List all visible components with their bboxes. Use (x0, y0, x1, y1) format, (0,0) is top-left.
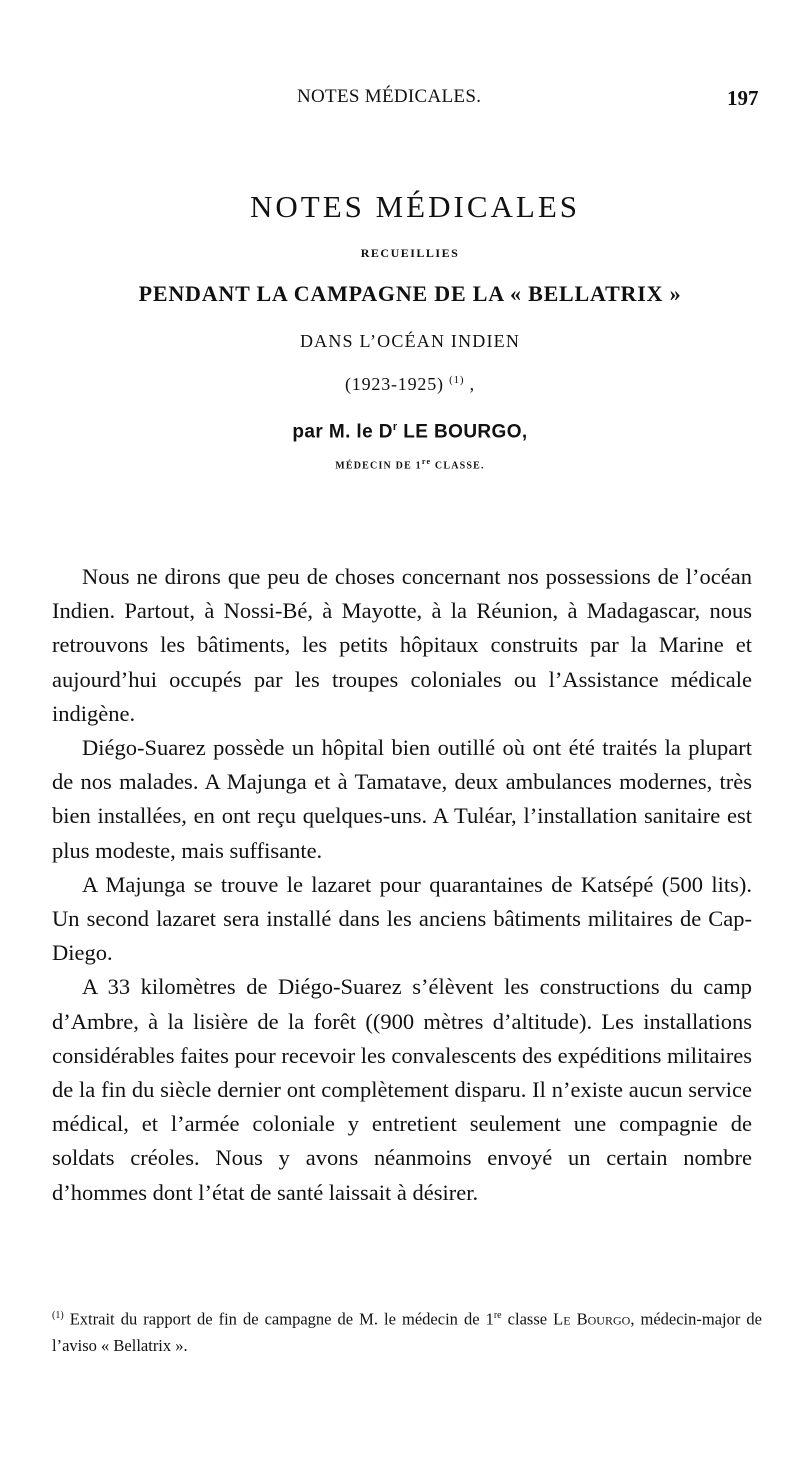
footnote-text-before: Extrait du rapport de fin de campagne de M. le médecin de 1 (63, 1309, 494, 1329)
rank-suffix: CLASSE. (431, 460, 485, 472)
author-title-sup: r (392, 421, 398, 433)
dates-text: (1923-1925) (345, 374, 444, 394)
article-title: NOTES MÉDICALES (249, 189, 581, 224)
paragraph-4: A 33 kilomètres de Diégo-Suarez s’élèvent les constructions du camp d’Ambre, à la lisière de la forêt ((900 mètres d’altitude). Les installations considérables faites pour recevoir les convalescents des expéditions militaires de la fin du siècle dernier ont complètement disparu. Il n’existe aucun service médical, et l’armée coloniale y entretient seulement une compagnie de soldats créoles. Nous y avons néanmoins envoyé un certain nombre d’hommes dont l’état de santé laissait à désirer. (52, 974, 752, 1205)
footnote-author-name: Le Bourgo (553, 1309, 631, 1329)
subtitle-campaign: PENDANT LA CAMPAGNE DE LA « BELLATRIX » (138, 281, 682, 306)
footnote (52, 1303, 762, 1359)
footnote-sup: re (493, 1310, 502, 1321)
paragraph-2: Diégo-Suarez possède un hôpital bien outillé où ont été traités la plupart de nos malades. A Majunga et à Tamatave, deux ambulances modernes, très bien installées, en ont reçu quelques-uns. A Tuléar, l’installation sanitaire est plus modeste, mais suffisante. (52, 735, 752, 863)
subtitle-dates (20, 374, 800, 395)
rank-prefix: MÉDECIN DE 1 (335, 460, 422, 472)
running-title: NOTES MÉDICALES. (297, 86, 482, 107)
author-name: LE BOURGO, (397, 421, 528, 443)
rank-sup: re (421, 457, 432, 467)
paragraph-1: Nous ne dirons que peu de choses concernant nos possessions de l’océan Indien. Partout, à Nossi-Bé, à Mayotte, à la Réunion, à Madagascar, nous retrouvons les bâtiments, les petits hôpitaux construits par la Marine et aujourd’hui occupés par les troupes coloniales ou l’Assistance médicale indigène. (52, 564, 752, 726)
subtitle-recueillies: RECUEILLIES (360, 246, 460, 260)
paragraph-3: A Majunga se trouve le lazaret pour quarantaines de Katsépé (500 lits). Un second lazaret sera installé dans les anciens bâtiments militaires de Cap-Diego. (52, 871, 752, 966)
dates-suffix: , (469, 374, 475, 394)
author-line (20, 421, 800, 443)
title-block (0, 188, 800, 472)
subtitle-ocean: DANS L’OCÉAN INDIEN (299, 331, 521, 351)
body-text (52, 560, 752, 1210)
author-prefix: par M. le D (292, 421, 393, 443)
page-number: 197 (727, 86, 759, 110)
footnote-mark: (1) (52, 1310, 64, 1321)
author-rank (20, 457, 800, 471)
footnote-text-after: , médecin-major de l’aviso « Bellatrix ». (52, 1309, 763, 1355)
footnote-text-middle: classe (501, 1309, 554, 1329)
running-head (0, 86, 800, 116)
footnote-reference[interactable]: (1) (449, 374, 465, 386)
